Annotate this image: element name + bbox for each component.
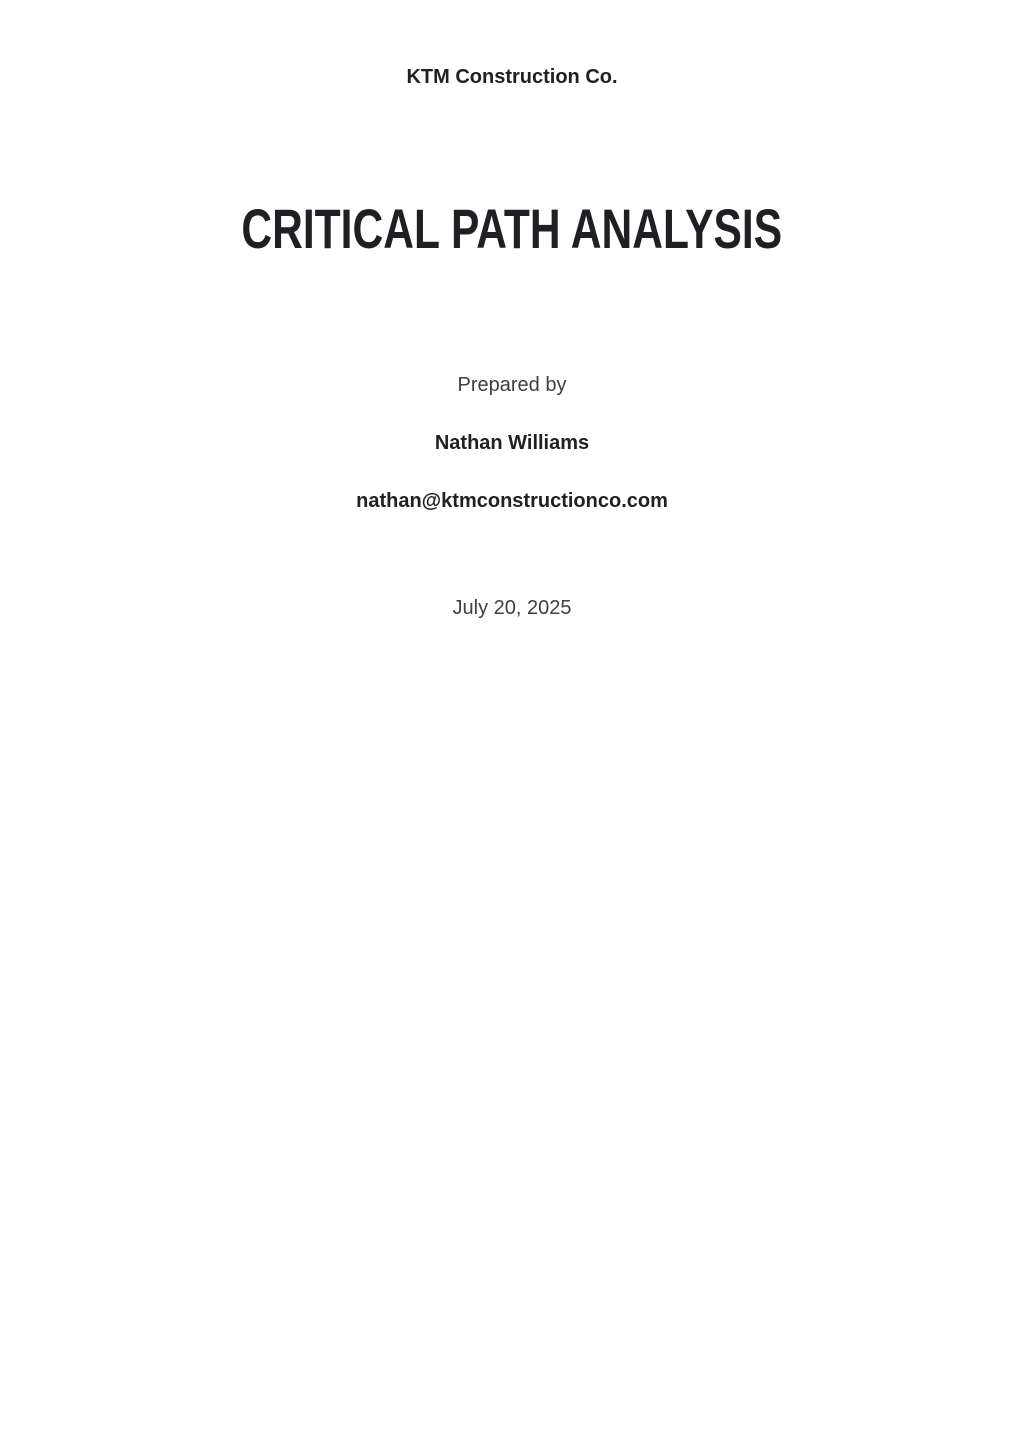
author-name: Nathan Williams (434, 432, 590, 454)
company-name: KTM Construction Co. (406, 66, 618, 88)
prepared-by-label: Prepared by (457, 374, 567, 396)
document-date: July 20, 2025 (452, 597, 572, 619)
document-title-text: CRITICAL PATH ANALYSIS (241, 197, 783, 260)
document-title (0, 197, 1024, 260)
author-email: nathan@ktmconstructionco.com (356, 490, 668, 512)
